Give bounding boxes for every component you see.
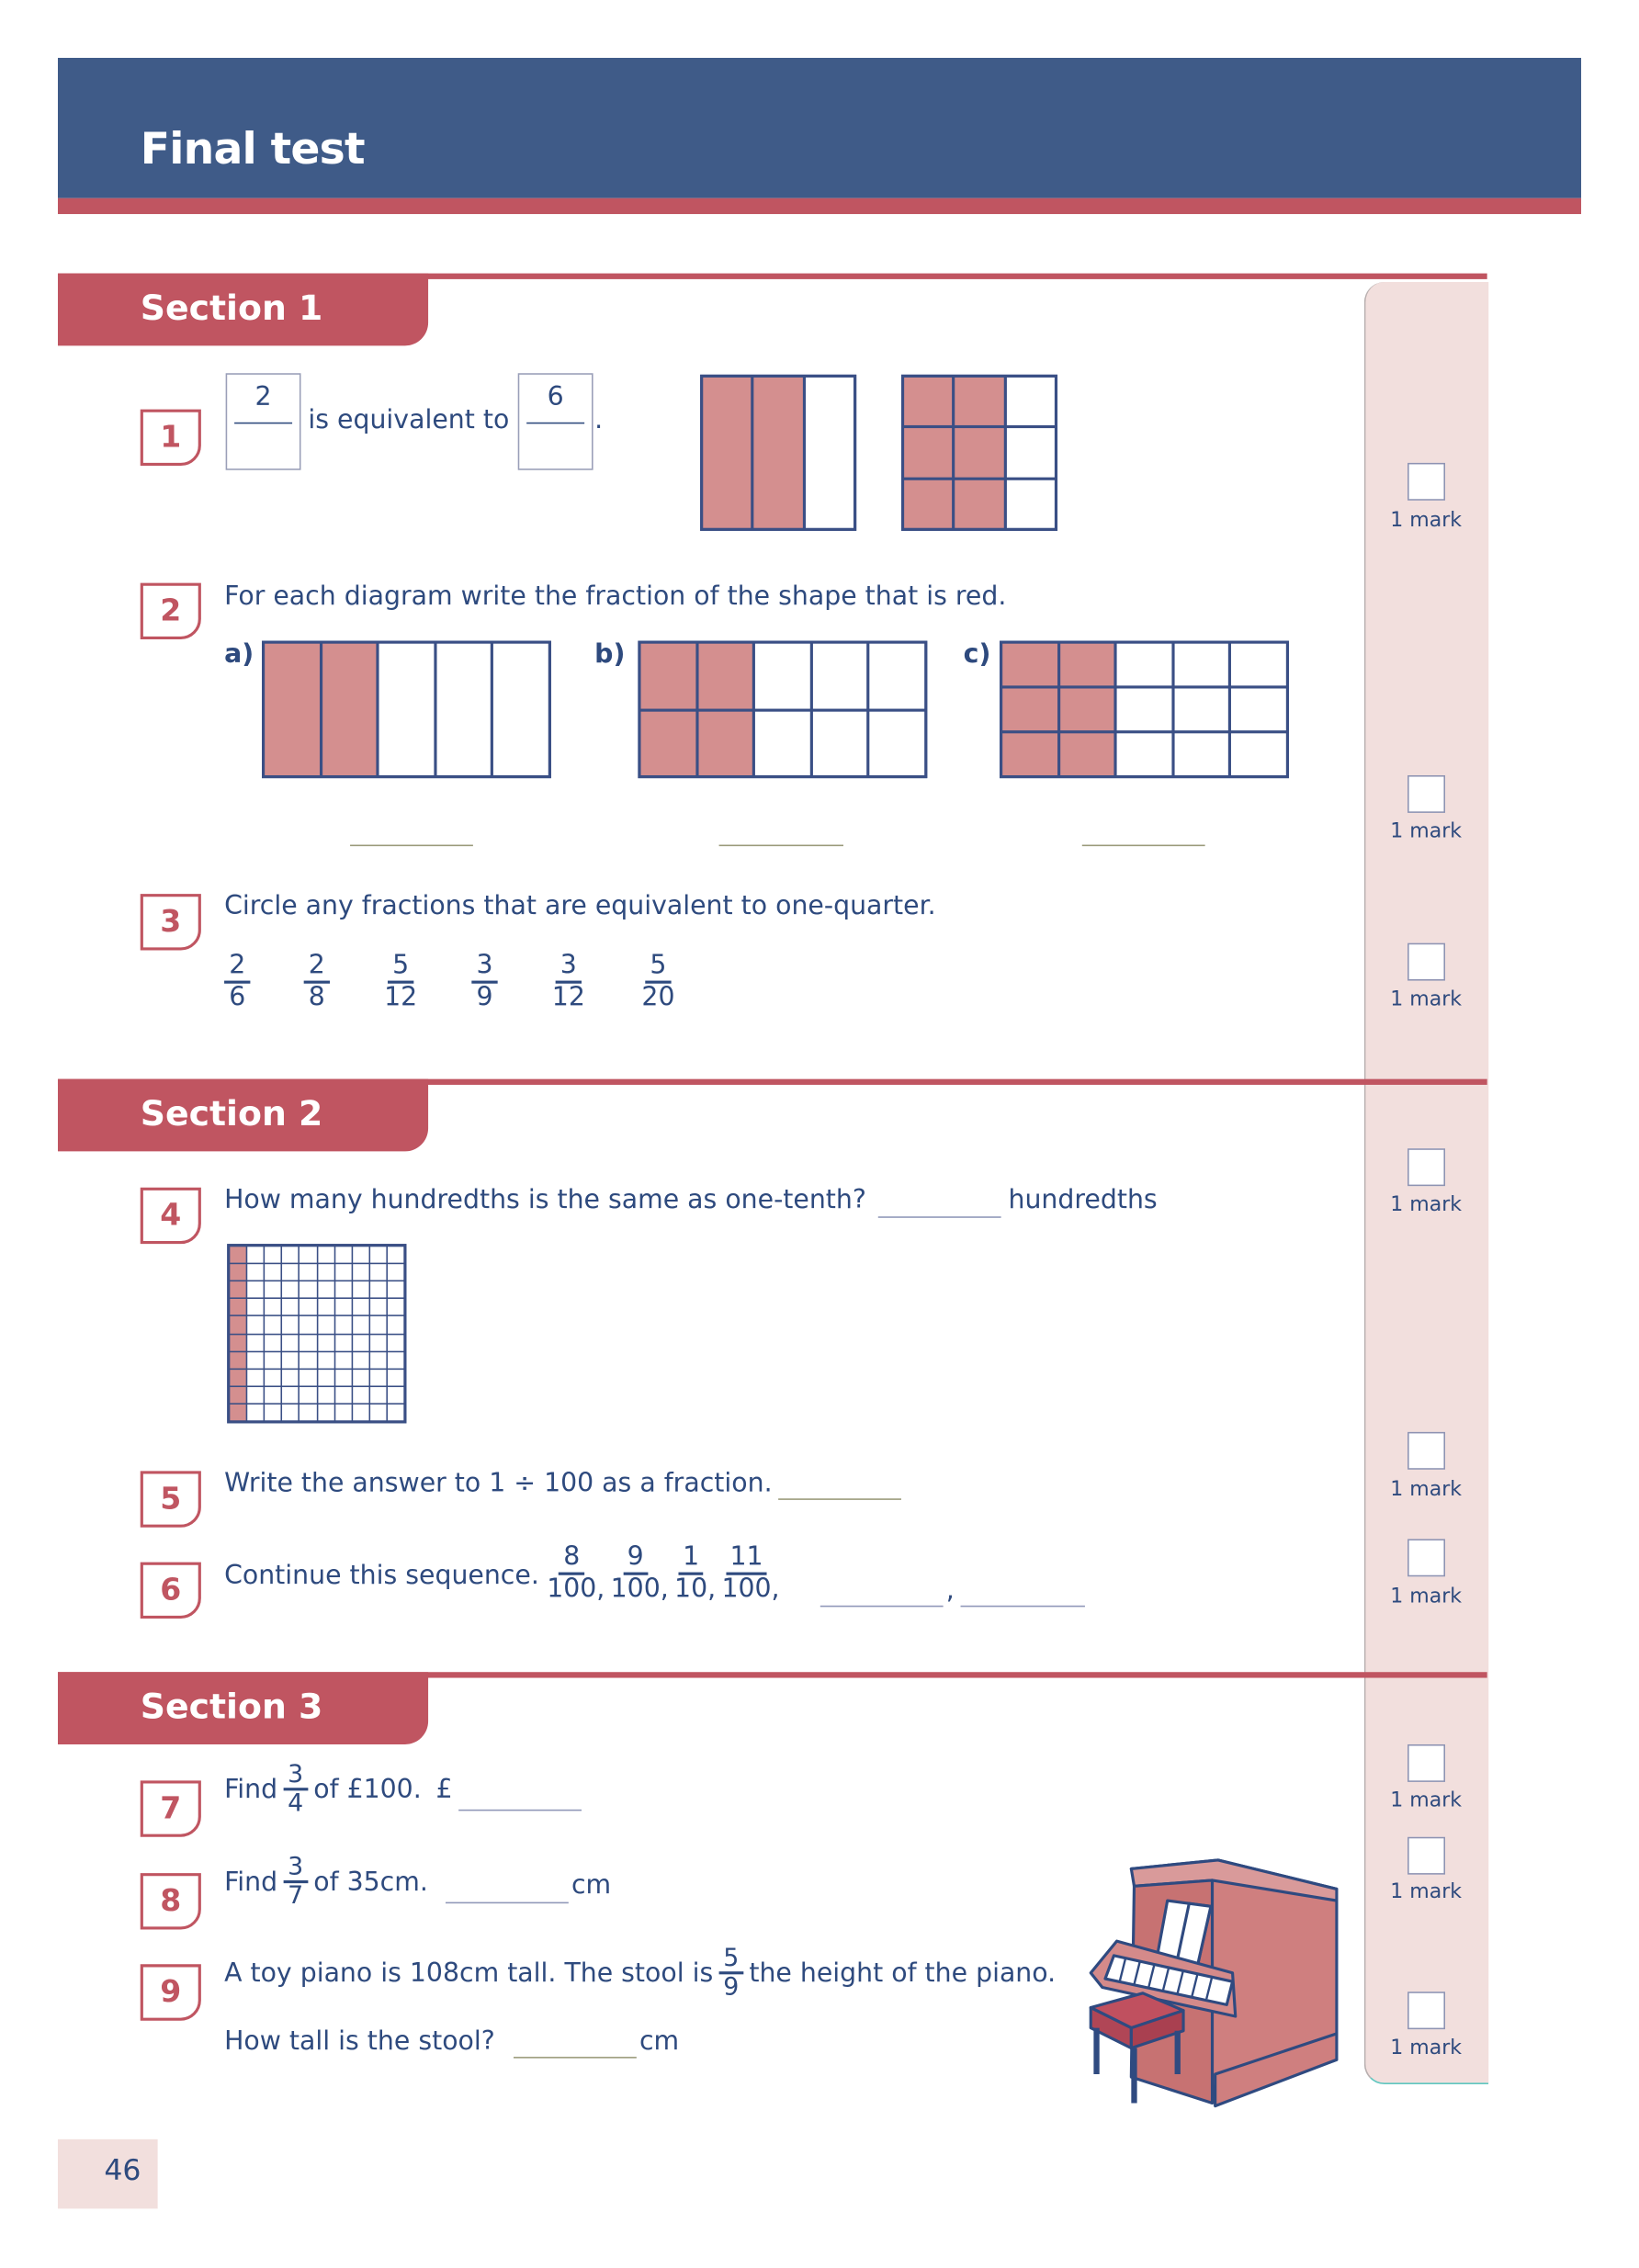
unshaded-cell (265, 1335, 280, 1350)
fraction: $\frac{3}{7}$ (283, 1855, 307, 1910)
mark-label: 1 mark (1390, 987, 1463, 1011)
unshaded-cell (388, 1387, 403, 1403)
unshaded-cell (283, 1335, 299, 1350)
unshaded-cell (388, 1281, 403, 1297)
shaded-cell (904, 480, 952, 527)
unshaded-cell (300, 1405, 316, 1420)
unshaded-cell (1232, 689, 1286, 731)
section-2-tab (58, 1079, 428, 1152)
numerator-box-a[interactable] (226, 373, 301, 469)
unshaded-cell (265, 1387, 280, 1403)
unshaded-cell (353, 1387, 368, 1403)
unshaded-cell (1117, 733, 1171, 775)
question-text: Write the answer to 1 ÷ 100 as a fraction. (224, 1468, 773, 1499)
mark-checkbox[interactable] (1407, 1837, 1445, 1875)
unshaded-cell (335, 1247, 351, 1262)
header-stripe (58, 198, 1581, 214)
fraction-line (234, 423, 292, 424)
unshaded-cell (353, 1264, 368, 1280)
shaded-cell (904, 429, 952, 477)
unshaded-cell (813, 711, 867, 775)
shaded-cell (230, 1247, 245, 1262)
unshaded-cell (370, 1370, 386, 1385)
unshaded-cell (318, 1405, 333, 1420)
question-number: 4 (141, 1188, 201, 1244)
unshaded-cell (265, 1317, 280, 1333)
unshaded-cell (335, 1281, 351, 1297)
unshaded-cell (247, 1335, 263, 1350)
unshaded-cell (370, 1335, 386, 1350)
unshaded-cell (494, 644, 548, 775)
unshaded-cell (300, 1335, 316, 1350)
fraction-diagram (1000, 641, 1289, 779)
mark-checkbox[interactable] (1407, 463, 1445, 501)
fraction-option[interactable]: $\frac{3}{12}$ (551, 950, 585, 1013)
numerator: 6 (547, 381, 564, 412)
shaded-cell (754, 378, 802, 528)
unshaded-cell (388, 1335, 403, 1350)
mark-checkbox[interactable] (1407, 1148, 1445, 1186)
unshaded-cell (388, 1264, 403, 1280)
unshaded-cell (370, 1387, 386, 1403)
shaded-cell (230, 1352, 245, 1368)
unshaded-cell (265, 1352, 280, 1368)
answer-line[interactable] (961, 1606, 1085, 1608)
sequence (547, 1543, 779, 1604)
unshaded-cell (283, 1247, 299, 1262)
shaded-cell (230, 1370, 245, 1385)
unshaded-cell (300, 1317, 316, 1333)
shaded-cell (703, 378, 751, 528)
hundred-square (227, 1244, 406, 1423)
question-text: Continue this sequence. (224, 1560, 539, 1592)
unshaded-cell (370, 1317, 386, 1333)
unshaded-cell (335, 1299, 351, 1315)
unshaded-cell (318, 1264, 333, 1280)
mark-label: 1 mark (1390, 1879, 1463, 1904)
unshaded-cell (247, 1317, 263, 1333)
unshaded-cell (353, 1335, 368, 1350)
unshaded-cell (388, 1370, 403, 1385)
unshaded-cell (318, 1247, 333, 1262)
unshaded-cell (388, 1352, 403, 1368)
unshaded-cell (870, 711, 924, 775)
unit-label: cm (571, 1869, 612, 1901)
fraction-option[interactable]: $\frac{5}{12}$ (384, 950, 418, 1013)
shaded-cell (1002, 644, 1057, 686)
unshaded-cell (247, 1370, 263, 1385)
mark-label: 1 mark (1390, 1478, 1463, 1502)
question-text: For each diagram write the fraction of the shape that is red. (224, 581, 1007, 613)
question-number: 1 (141, 410, 201, 466)
unshaded-cell (388, 1405, 403, 1420)
fraction-options (221, 952, 680, 1012)
shaded-cell (698, 711, 752, 775)
shaded-cell (230, 1264, 245, 1280)
unshaded-cell (335, 1405, 351, 1420)
unshaded-cell (806, 378, 853, 528)
question-text: How tall is the stool? (224, 2026, 495, 2058)
comma: , (771, 1574, 780, 1605)
mark-checkbox[interactable] (1407, 1992, 1445, 2029)
unshaded-cell (300, 1299, 316, 1315)
unshaded-cell (436, 644, 491, 775)
shaded-cell (1060, 689, 1114, 731)
unshaded-cell (1174, 733, 1228, 775)
question-text: Find $\frac{3}{7}$ of 35cm. (224, 1853, 428, 1912)
page-title: Final test (140, 124, 365, 175)
unshaded-cell (813, 644, 867, 708)
unshaded-cell (318, 1281, 333, 1297)
unshaded-cell (1006, 480, 1054, 527)
unshaded-cell (283, 1299, 299, 1315)
unshaded-cell (1006, 378, 1054, 425)
question-number: 2 (141, 583, 201, 639)
unshaded-cell (388, 1299, 403, 1315)
mark-label: 1 mark (1390, 819, 1463, 843)
mark-checkbox[interactable] (1407, 1432, 1445, 1470)
unshaded-cell (247, 1247, 263, 1262)
unshaded-cell (370, 1247, 386, 1262)
answer-line[interactable] (458, 1810, 582, 1811)
unshaded-cell (379, 644, 434, 775)
unshaded-cell (353, 1405, 368, 1420)
unshaded-cell (265, 1264, 280, 1280)
unshaded-cell (870, 644, 924, 708)
fraction-option[interactable]: $\frac{3}{9}$ (469, 952, 501, 1012)
piano-illustration (1073, 1857, 1345, 2115)
fraction-diagram (638, 641, 927, 779)
comma: , (596, 1574, 605, 1605)
unshaded-cell (300, 1370, 316, 1385)
question-number: 5 (141, 1471, 201, 1527)
shaded-cell (641, 644, 695, 708)
unshaded-cell (283, 1317, 299, 1333)
shaded-cell (230, 1387, 245, 1403)
unshaded-cell (335, 1335, 351, 1350)
fraction: $\frac{3}{4}$ (283, 1762, 307, 1817)
unshaded-cell (370, 1281, 386, 1297)
section-3-tab (58, 1672, 428, 1744)
fraction-diagram (262, 641, 551, 779)
question-text: Find $\frac{3}{4}$ of £100. £ (224, 1760, 453, 1819)
fraction-option[interactable]: $\frac{5}{20}$ (641, 950, 675, 1013)
unshaded-cell (283, 1387, 299, 1403)
answer-line-a[interactable] (350, 845, 473, 847)
answer-line[interactable] (778, 1498, 901, 1500)
comma: , (707, 1574, 717, 1605)
shaded-cell (641, 711, 695, 775)
shaded-cell (955, 480, 1003, 527)
unshaded-cell (370, 1352, 386, 1368)
unshaded-cell (300, 1281, 316, 1297)
unshaded-cell (318, 1299, 333, 1315)
mark-label: 1 mark (1390, 1585, 1463, 1608)
unshaded-cell (1117, 644, 1171, 686)
fraction-diagram (700, 375, 856, 531)
unshaded-cell (283, 1281, 299, 1297)
unshaded-cell (1117, 689, 1171, 731)
shaded-cell (955, 378, 1003, 425)
comma: , (945, 1574, 955, 1606)
comma: , (660, 1574, 669, 1605)
shaded-cell (230, 1335, 245, 1350)
fraction: $\frac{5}{9}$ (719, 1946, 743, 2001)
mark-checkbox[interactable] (1407, 943, 1445, 981)
unit-label: cm (639, 2026, 680, 2058)
page-number-box (58, 2139, 158, 2209)
unshaded-cell (1174, 689, 1228, 731)
shaded-cell (1002, 733, 1057, 775)
shaded-cell (1060, 733, 1114, 775)
unshaded-cell (247, 1352, 263, 1368)
shaded-cell (322, 644, 376, 775)
mark-checkbox[interactable] (1407, 775, 1445, 813)
answer-line[interactable] (878, 1216, 1001, 1218)
unshaded-cell (1006, 429, 1054, 477)
unshaded-cell (1232, 644, 1286, 686)
answer-line[interactable] (446, 1902, 569, 1904)
unshaded-cell (1232, 733, 1286, 775)
unshaded-cell (353, 1299, 368, 1315)
fraction-option[interactable]: $\frac{2}{6}$ (221, 952, 254, 1012)
unshaded-cell (300, 1264, 316, 1280)
mark-checkbox[interactable] (1407, 1539, 1445, 1576)
unshaded-cell (265, 1281, 280, 1297)
shaded-cell (230, 1299, 245, 1315)
unshaded-cell (283, 1370, 299, 1385)
question-number: 3 (141, 894, 201, 950)
sequence-fraction: $\frac{8}{100}$ (547, 1541, 597, 1605)
question-text: How many hundredths is the same as one-tenth? (224, 1184, 866, 1215)
section-1-tab (58, 274, 428, 346)
shaded-cell (230, 1405, 245, 1420)
page-number: 46 (104, 2152, 141, 2187)
unshaded-cell (247, 1264, 263, 1280)
unshaded-cell (335, 1264, 351, 1280)
unshaded-cell (265, 1299, 280, 1315)
period: . (594, 404, 604, 435)
answer-line-c[interactable] (1082, 845, 1205, 847)
shaded-cell (904, 378, 952, 425)
unshaded-cell (283, 1352, 299, 1368)
unshaded-cell (300, 1352, 316, 1368)
unshaded-cell (335, 1317, 351, 1333)
unshaded-cell (318, 1387, 333, 1403)
unshaded-cell (318, 1335, 333, 1350)
unshaded-cell (318, 1352, 333, 1368)
fraction-line (526, 423, 584, 424)
part-label: c) (963, 638, 991, 671)
unshaded-cell (1174, 644, 1228, 686)
unit-label: hundredths (1008, 1184, 1158, 1215)
unshaded-cell (283, 1264, 299, 1280)
section-title: Section 1 (140, 288, 323, 329)
unshaded-cell (388, 1247, 403, 1262)
unshaded-cell (300, 1247, 316, 1262)
unshaded-cell (755, 711, 809, 775)
question-text: is equivalent to (308, 404, 510, 435)
unshaded-cell (265, 1405, 280, 1420)
unshaded-cell (335, 1387, 351, 1403)
unshaded-cell (247, 1299, 263, 1315)
unshaded-cell (265, 1370, 280, 1385)
numerator-box-b[interactable] (518, 373, 593, 469)
shaded-cell (698, 644, 752, 708)
unshaded-cell (370, 1299, 386, 1315)
question-number: 7 (141, 1780, 201, 1836)
unshaded-cell (388, 1317, 403, 1333)
shaded-cell (265, 644, 319, 775)
question-number: 6 (141, 1563, 201, 1619)
shaded-cell (1060, 644, 1114, 686)
fraction-diagram (901, 375, 1057, 531)
sequence-fraction: $\frac{1}{10}$ (674, 1541, 708, 1605)
unshaded-cell (318, 1370, 333, 1385)
unshaded-cell (247, 1387, 263, 1403)
unshaded-cell (353, 1281, 368, 1297)
unshaded-cell (370, 1264, 386, 1280)
question-text: A toy piano is 108cm tall. The stool is $\frac{5}{9}$ the height of the piano. (224, 1944, 1057, 2003)
question-number: 9 (141, 1964, 201, 2020)
numerator: 2 (254, 381, 272, 412)
section-title: Section 2 (140, 1093, 323, 1134)
unshaded-cell (335, 1370, 351, 1385)
answer-line[interactable] (514, 2057, 637, 2059)
unshaded-cell (318, 1317, 333, 1333)
shaded-cell (230, 1317, 245, 1333)
unshaded-cell (300, 1387, 316, 1403)
sequence-fraction: $\frac{9}{100}$ (610, 1541, 661, 1605)
unshaded-cell (265, 1247, 280, 1262)
part-label: a) (224, 638, 254, 671)
unshaded-cell (353, 1317, 368, 1333)
unshaded-cell (353, 1370, 368, 1385)
unshaded-cell (370, 1405, 386, 1420)
sequence-fraction: $\frac{11}{100}$ (721, 1541, 772, 1605)
mark-label: 1 mark (1390, 1788, 1463, 1812)
shaded-cell (1002, 689, 1057, 731)
question-number: 8 (141, 1873, 201, 1929)
fraction-option[interactable]: $\frac{2}{8}$ (301, 952, 333, 1012)
unshaded-cell (283, 1405, 299, 1420)
part-label: b) (594, 638, 626, 671)
shaded-cell (230, 1281, 245, 1297)
section-title: Section 3 (140, 1686, 323, 1728)
answer-line[interactable] (820, 1606, 944, 1608)
unshaded-cell (335, 1352, 351, 1368)
mark-label: 1 mark (1390, 1193, 1463, 1217)
question-text: Circle any fractions that are equivalent to one-quarter. (224, 890, 936, 922)
unshaded-cell (247, 1281, 263, 1297)
mark-label: 1 mark (1390, 2037, 1463, 2060)
unshaded-cell (353, 1352, 368, 1368)
answer-line-b[interactable] (719, 845, 843, 847)
unshaded-cell (247, 1405, 263, 1420)
unshaded-cell (755, 644, 809, 708)
unshaded-cell (353, 1247, 368, 1262)
shaded-cell (955, 429, 1003, 477)
mark-label: 1 mark (1390, 509, 1463, 533)
mark-checkbox[interactable] (1407, 1744, 1445, 1782)
